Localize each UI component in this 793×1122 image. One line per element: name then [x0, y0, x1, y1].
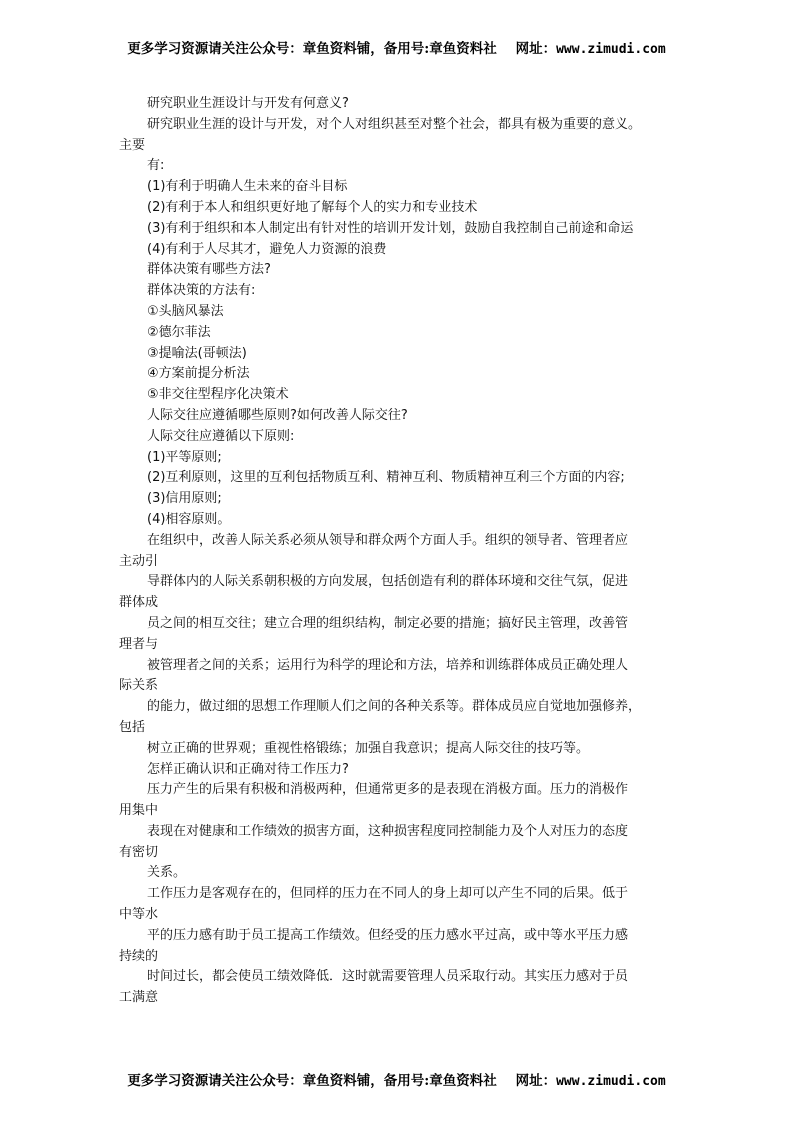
page-header [0, 37, 793, 57]
text-line: 工满意 [119, 990, 159, 1006]
page-footer [0, 1069, 793, 1089]
text-line: 群体决策有哪些方法? [147, 262, 271, 278]
text-line: (4)相容原则。 [147, 511, 231, 527]
text-line: 主要 [119, 137, 146, 153]
text-line: 有: [147, 158, 165, 174]
text-line: 的能力，做过细的思想工作理顺人们之间的各种关系等。群体成员应自觉地加强修养， [147, 699, 642, 715]
text-line: 平的压力感有助于员工提高工作绩效。但经受的压力感水平过高，或中等水平压力感 [147, 927, 629, 943]
text-line: 关系。 [147, 865, 187, 881]
text-line: (3)信用原则; [147, 491, 222, 507]
document-body [119, 94, 689, 1009]
text-line: 理者与 [119, 636, 159, 652]
text-line: (1)平等原则; [147, 449, 222, 465]
text-line: 有密切 [119, 844, 159, 860]
text-line: 人际交往应遵循哪些原则?如何改善人际交往? [147, 407, 408, 423]
text-line: 被管理者之间的关系；运用行为科学的理论和方法，培养和训练群体成员正确处理人 [147, 657, 629, 673]
text-line: (4)有利于人尽其才，避免人力资源的浪费 [147, 241, 387, 257]
text-line: 主动引 [119, 553, 159, 569]
footer-url: www.zimudi.com [556, 1074, 666, 1089]
text-line: 人际交往应遵循以下原则: [147, 428, 295, 444]
text-line: (2)互利原则，这里的互利包括物质互利、精神互利、物质精神互利三个方面的内容; [147, 470, 625, 486]
text-line: 表现在对健康和工作绩效的损害方面，这种损害程度同控制能力及个人对压力的态度 [147, 823, 629, 839]
text-line: 中等水 [119, 907, 159, 923]
text-line: 群体决策的方法有: [147, 283, 256, 299]
text-line: (3)有利于组织和本人制定出有针对性的培训开发计划，鼓励自我控制自己前途和命运 [147, 220, 634, 236]
text-line: 持续的 [119, 948, 159, 964]
text-line: (1)有利于明确人生未来的奋斗目标 [147, 179, 348, 195]
header-text: 更多学习资源请关注公众号：章鱼资料铺，备用号:章鱼资料社 [127, 41, 497, 57]
text-line: 时间过长，都会使员工绩效降低．这时就需要管理人员采取行动。其实压力感对于员 [147, 969, 629, 985]
text-line: ⑤非交往型程序化决策术 [147, 387, 289, 403]
text-line: 研究职业生涯设计与开发有何意义? [147, 96, 349, 111]
text-line: ③提喻法(哥顿法) [147, 345, 247, 361]
text-line: 研究职业生涯的设计与开发，对个人对组织甚至对整个社会，都具有极为重要的意义。 [147, 116, 642, 132]
text-line: 在组织中，改善人际关系必须从领导和群众两个方面人手。组织的领导者、管理者应 [147, 532, 629, 548]
text-line: 工作压力是客观存在的，但同样的压力在不同人的身上却可以产生不同的后果。低于 [147, 886, 629, 902]
text-line: 怎样正确认识和正确对待工作压力? [147, 761, 349, 777]
header-url-label: 网址： [515, 41, 557, 57]
text-line: ④方案前提分析法 [147, 366, 250, 382]
text-line: 群体成 [119, 595, 159, 611]
text-line: 树立正确的世界观；重视性格锻练；加强自我意识；提高人际交往的技巧等。 [147, 740, 590, 756]
text-line: ②德尔菲法 [147, 324, 211, 340]
text-line: 用集中 [119, 803, 159, 819]
footer-text: 更多学习资源请关注公众号：章鱼资料铺，备用号:章鱼资料社 [127, 1073, 497, 1089]
text-line: ①头脑风暴法 [147, 303, 224, 319]
text-line: 员之间的相互交往；建立合理的组织结构，制定必要的措施；搞好民主管理，改善管 [147, 615, 629, 631]
text-line: 压力产生的后果有积极和消极两种，但通常更多的是表现在消极方面。压力的消极作 [147, 782, 629, 798]
text-line: 导群体内的人际关系朝积极的方向发展，包括创造有利的群体环境和交往气氛，促进 [147, 574, 629, 590]
text-line: (2)有利于本人和组织更好地了解每个人的实力和专业技术 [147, 199, 478, 215]
header-url: www.zimudi.com [556, 42, 666, 57]
text-line: 包括 [119, 719, 146, 735]
text-line: 际关系 [119, 678, 159, 694]
footer-url-label: 网址： [515, 1073, 557, 1089]
